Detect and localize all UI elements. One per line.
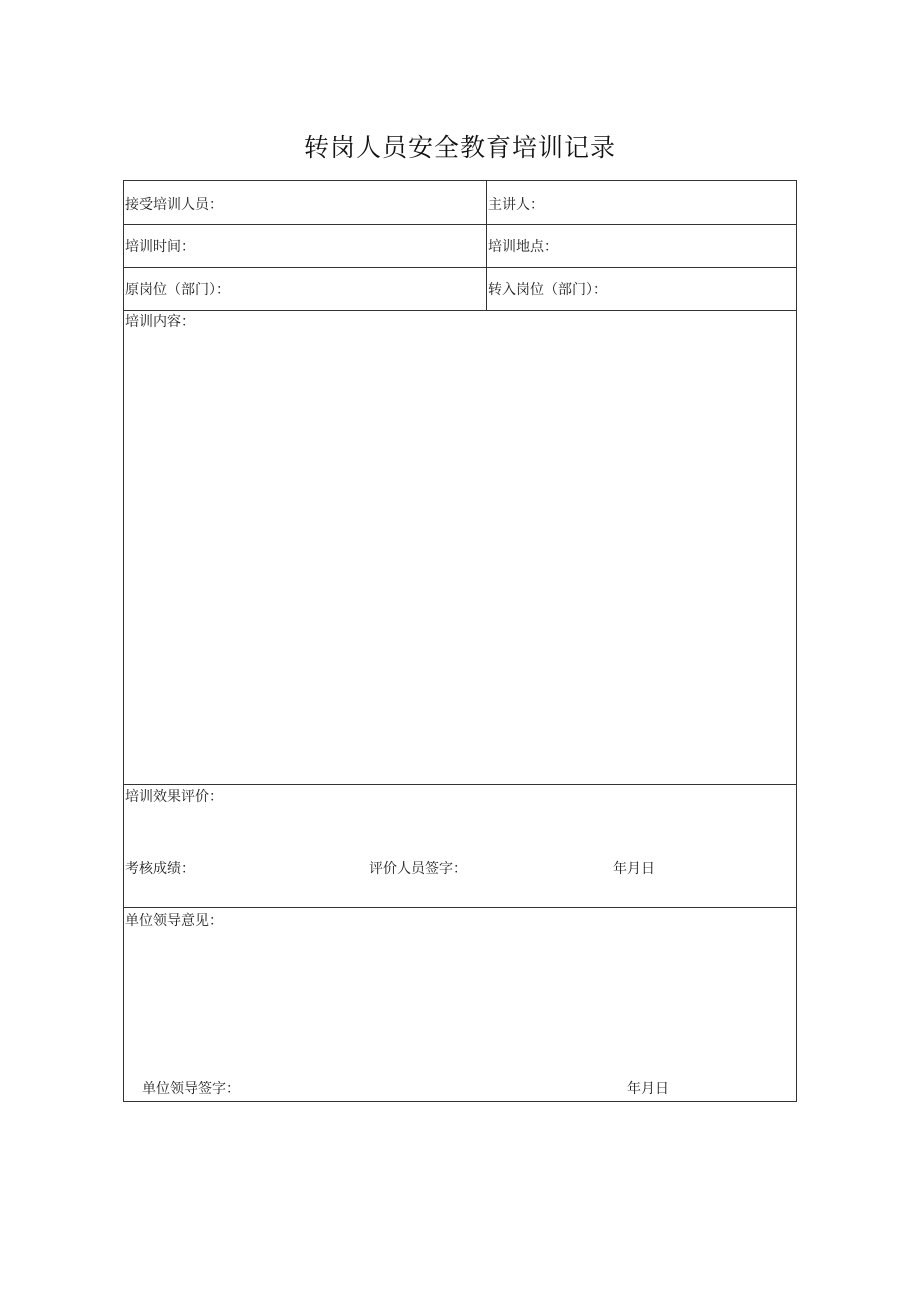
lecturer-field-label: 主讲人： [488, 197, 544, 213]
evaluation-date-label: 年月日 [613, 861, 655, 877]
assessment-score-label: 考核成绩： [125, 861, 195, 877]
new-post-field-label: 转入岗位（部门）： [488, 282, 607, 298]
training-time-field-label: 培训时间： [125, 239, 195, 255]
row-divider [124, 310, 796, 311]
leader-date-label: 年月日 [627, 1081, 669, 1097]
training-evaluation-label: 培训效果评价： [125, 789, 223, 805]
evaluator-signature-label: 评价人员签字： [369, 861, 467, 877]
training-content-label: 培训内容： [125, 314, 195, 330]
section-divider [124, 784, 796, 785]
trainee-field-label: 接受培训人员： [125, 197, 223, 213]
row-divider [124, 267, 796, 268]
page-title: 转岗人员安全教育培训记录 [303, 133, 616, 162]
section-divider [124, 907, 796, 908]
row-divider [124, 224, 796, 225]
original-post-field-label: 原岗位（部门）： [125, 282, 230, 298]
training-location-field-label: 培训地点： [488, 239, 558, 255]
leader-opinion-label: 单位领导意见： [125, 913, 223, 929]
column-divider [486, 181, 487, 310]
training-record-form [123, 180, 797, 1102]
leader-signature-label: 单位领导签字： [142, 1081, 240, 1097]
